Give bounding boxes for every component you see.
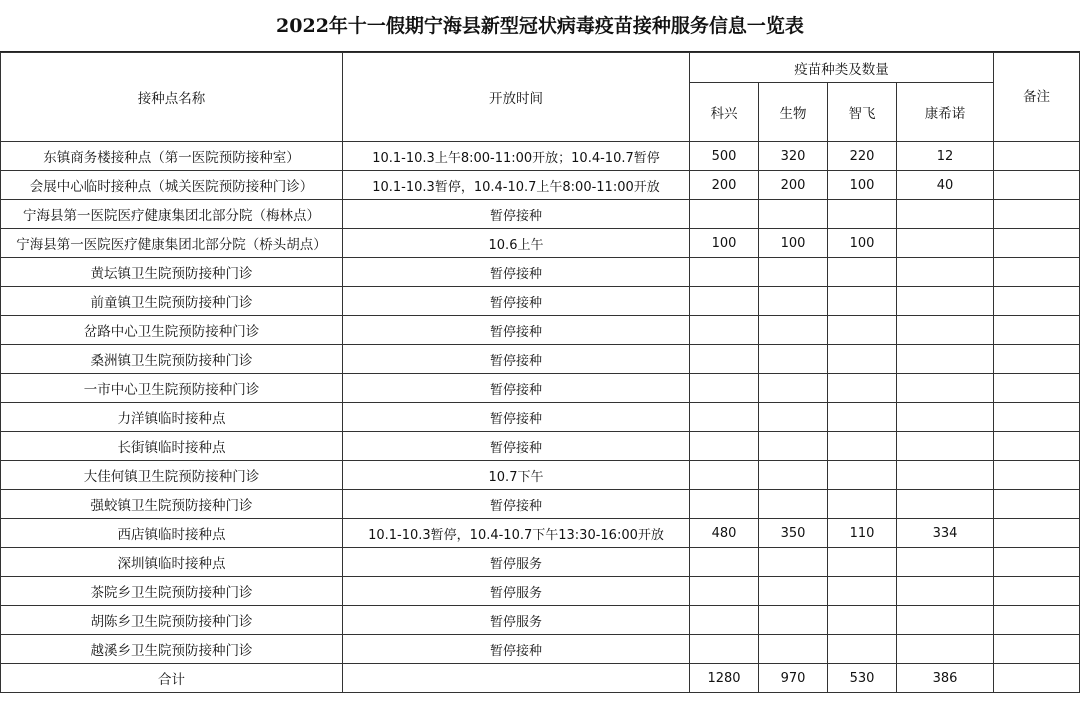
site-name-cell: 前童镇卫生院预防接种门诊 [1, 287, 343, 316]
site-name-cell: 强蛟镇卫生院预防接种门诊 [1, 490, 343, 519]
vaccine-kexing-cell [690, 345, 759, 374]
vaccine-kangxinuo-cell [897, 200, 994, 229]
remark-cell [994, 577, 1080, 606]
table-row [1, 403, 1080, 432]
table-row [1, 606, 1080, 635]
vaccine-zhifei-cell: 110 [828, 519, 897, 548]
vaccine-kexing-cell [690, 374, 759, 403]
vaccine-shengwu-cell [759, 316, 828, 345]
vaccine-zhifei-cell [828, 374, 897, 403]
header-hours: 开放时间 [343, 53, 690, 142]
vaccine-zhifei-cell: 100 [828, 229, 897, 258]
vaccine-shengwu-cell [759, 635, 828, 664]
vaccine-zhifei-cell [828, 432, 897, 461]
total-hours [343, 664, 690, 693]
header-vaccine-kexing: 科兴 [690, 83, 759, 142]
vaccine-zhifei-cell [828, 403, 897, 432]
vaccine-kangxinuo-cell [897, 345, 994, 374]
vaccine-kangxinuo-cell [897, 374, 994, 403]
vaccine-kangxinuo-cell [897, 635, 994, 664]
remark-cell [994, 519, 1080, 548]
opening-hours-cell: 暂停服务 [343, 577, 690, 606]
vaccine-kangxinuo-cell [897, 287, 994, 316]
vaccine-zhifei-cell [828, 635, 897, 664]
site-name-cell: 越溪乡卫生院预防接种门诊 [1, 635, 343, 664]
total-kangxinuo: 386 [897, 664, 994, 693]
opening-hours-cell: 暂停接种 [343, 258, 690, 287]
vaccine-zhifei-cell [828, 577, 897, 606]
vaccine-zhifei-cell: 220 [828, 142, 897, 171]
total-remark [994, 664, 1080, 693]
total-zhifei: 530 [828, 664, 897, 693]
opening-hours-cell: 10.1-10.3暂停，10.4-10.7下午13:30-16:00开放 [343, 519, 690, 548]
vaccine-kexing-cell [690, 316, 759, 345]
vaccine-zhifei-cell [828, 316, 897, 345]
vaccine-shengwu-cell [759, 200, 828, 229]
vaccine-kexing-cell [690, 461, 759, 490]
opening-hours-cell: 10.6上午 [343, 229, 690, 258]
remark-cell [994, 171, 1080, 200]
table-row [1, 548, 1080, 577]
vaccine-kexing-cell: 200 [690, 171, 759, 200]
vaccine-shengwu-cell: 200 [759, 171, 828, 200]
opening-hours-cell: 暂停接种 [343, 316, 690, 345]
remark-cell [994, 258, 1080, 287]
vaccine-kexing-cell: 500 [690, 142, 759, 171]
site-name-cell: 岔路中心卫生院预防接种门诊 [1, 316, 343, 345]
vaccine-kangxinuo-cell [897, 316, 994, 345]
opening-hours-cell: 暂停接种 [343, 345, 690, 374]
vaccine-shengwu-cell [759, 374, 828, 403]
vaccine-kangxinuo-cell [897, 403, 994, 432]
opening-hours-cell: 10.7下午 [343, 461, 690, 490]
site-name-cell: 长街镇临时接种点 [1, 432, 343, 461]
remark-cell [994, 287, 1080, 316]
vaccine-kexing-cell [690, 432, 759, 461]
remark-cell [994, 635, 1080, 664]
total-kexing: 1280 [690, 664, 759, 693]
table-row [1, 200, 1080, 229]
vaccine-kangxinuo-cell [897, 229, 994, 258]
total-row [1, 664, 1080, 693]
vaccine-kexing-cell [690, 200, 759, 229]
vaccine-kangxinuo-cell: 40 [897, 171, 994, 200]
remark-cell [994, 374, 1080, 403]
vaccine-zhifei-cell [828, 461, 897, 490]
remark-cell [994, 345, 1080, 374]
opening-hours-cell: 10.1-10.3暂停，10.4-10.7上午8:00-11:00开放 [343, 171, 690, 200]
table-row [1, 258, 1080, 287]
opening-hours-cell: 暂停接种 [343, 490, 690, 519]
table-row [1, 374, 1080, 403]
vaccine-zhifei-cell [828, 548, 897, 577]
table-row [1, 345, 1080, 374]
remark-cell [994, 432, 1080, 461]
remark-cell [994, 142, 1080, 171]
site-name-cell: 茶院乡卫生院预防接种门诊 [1, 577, 343, 606]
remark-cell [994, 229, 1080, 258]
table-body [1, 142, 1080, 664]
remark-cell [994, 316, 1080, 345]
table-row [1, 432, 1080, 461]
vaccine-shengwu-cell [759, 345, 828, 374]
site-name-cell: 西店镇临时接种点 [1, 519, 343, 548]
opening-hours-cell: 暂停接种 [343, 403, 690, 432]
vaccine-kangxinuo-cell [897, 432, 994, 461]
table-row [1, 171, 1080, 200]
header-remark: 备注 [994, 53, 1080, 142]
site-name-cell: 东镇商务楼接种点（第一医院预防接种室） [1, 142, 343, 171]
remark-cell [994, 606, 1080, 635]
site-name-cell: 大佳何镇卫生院预防接种门诊 [1, 461, 343, 490]
site-name-cell: 黄坛镇卫生院预防接种门诊 [1, 258, 343, 287]
table-row [1, 490, 1080, 519]
vaccine-kangxinuo-cell [897, 548, 994, 577]
vaccine-kexing-cell [690, 403, 759, 432]
vaccine-zhifei-cell [828, 200, 897, 229]
opening-hours-cell: 暂停接种 [343, 287, 690, 316]
total-label: 合计 [1, 664, 343, 693]
vaccination-table [0, 52, 1080, 693]
vaccine-kangxinuo-cell [897, 577, 994, 606]
remark-cell [994, 490, 1080, 519]
remark-cell [994, 403, 1080, 432]
total-shengwu: 970 [759, 664, 828, 693]
vaccine-shengwu-cell [759, 258, 828, 287]
opening-hours-cell: 暂停接种 [343, 432, 690, 461]
vaccine-shengwu-cell [759, 287, 828, 316]
opening-hours-cell: 暂停接种 [343, 635, 690, 664]
vaccine-shengwu-cell [759, 461, 828, 490]
vaccine-kexing-cell [690, 490, 759, 519]
header-vaccine-shengwu: 生物 [759, 83, 828, 142]
opening-hours-cell: 暂停接种 [343, 200, 690, 229]
table-row [1, 635, 1080, 664]
vaccine-kangxinuo-cell [897, 490, 994, 519]
vaccine-zhifei-cell [828, 287, 897, 316]
vaccine-kexing-cell: 100 [690, 229, 759, 258]
vaccine-zhifei-cell [828, 258, 897, 287]
vaccine-shengwu-cell [759, 606, 828, 635]
vaccine-kexing-cell: 480 [690, 519, 759, 548]
remark-cell [994, 200, 1080, 229]
site-name-cell: 桑洲镇卫生院预防接种门诊 [1, 345, 343, 374]
vaccine-shengwu-cell [759, 577, 828, 606]
opening-hours-cell: 暂停服务 [343, 548, 690, 577]
vaccine-kexing-cell [690, 258, 759, 287]
table-row [1, 316, 1080, 345]
table-row [1, 142, 1080, 171]
remark-cell [994, 548, 1080, 577]
site-name-cell: 一市中心卫生院预防接种门诊 [1, 374, 343, 403]
header-vaccine-group: 疫苗种类及数量 [690, 53, 994, 83]
vaccine-kangxinuo-cell [897, 606, 994, 635]
vaccine-kangxinuo-cell: 12 [897, 142, 994, 171]
vaccine-shengwu-cell: 350 [759, 519, 828, 548]
table-row [1, 577, 1080, 606]
vaccine-zhifei-cell [828, 606, 897, 635]
vaccine-kexing-cell [690, 548, 759, 577]
opening-hours-cell: 暂停服务 [343, 606, 690, 635]
site-name-cell: 胡陈乡卫生院预防接种门诊 [1, 606, 343, 635]
remark-cell [994, 461, 1080, 490]
table-row [1, 519, 1080, 548]
opening-hours-cell: 暂停接种 [343, 374, 690, 403]
vaccine-shengwu-cell: 100 [759, 229, 828, 258]
table-row [1, 229, 1080, 258]
table-row [1, 461, 1080, 490]
vaccine-shengwu-cell [759, 432, 828, 461]
vaccine-shengwu-cell [759, 403, 828, 432]
vaccine-zhifei-cell: 100 [828, 171, 897, 200]
opening-hours-cell: 10.1-10.3上午8:00-11:00开放；10.4-10.7暂停 [343, 142, 690, 171]
header-vaccine-zhifei: 智飞 [828, 83, 897, 142]
vaccine-shengwu-cell [759, 548, 828, 577]
header-site: 接种点名称 [1, 53, 343, 142]
header-vaccine-kangxinuo: 康希诺 [897, 83, 994, 142]
site-name-cell: 会展中心临时接种点（城关医院预防接种门诊） [1, 171, 343, 200]
vaccine-kexing-cell [690, 287, 759, 316]
page-title: 2022年十一假期宁海县新型冠状病毒疫苗接种服务信息一览表 [0, 0, 1080, 52]
site-name-cell: 力洋镇临时接种点 [1, 403, 343, 432]
vaccine-zhifei-cell [828, 490, 897, 519]
vaccine-kangxinuo-cell: 334 [897, 519, 994, 548]
vaccine-shengwu-cell: 320 [759, 142, 828, 171]
site-name-cell: 宁海县第一医院医疗健康集团北部分院（梅林点） [1, 200, 343, 229]
vaccine-kexing-cell [690, 635, 759, 664]
vaccine-zhifei-cell [828, 345, 897, 374]
table-row [1, 287, 1080, 316]
vaccine-shengwu-cell [759, 490, 828, 519]
vaccine-kexing-cell [690, 577, 759, 606]
site-name-cell: 深圳镇临时接种点 [1, 548, 343, 577]
vaccine-kangxinuo-cell [897, 461, 994, 490]
site-name-cell: 宁海县第一医院医疗健康集团北部分院（桥头胡点） [1, 229, 343, 258]
vaccine-kangxinuo-cell [897, 258, 994, 287]
vaccine-kexing-cell [690, 606, 759, 635]
